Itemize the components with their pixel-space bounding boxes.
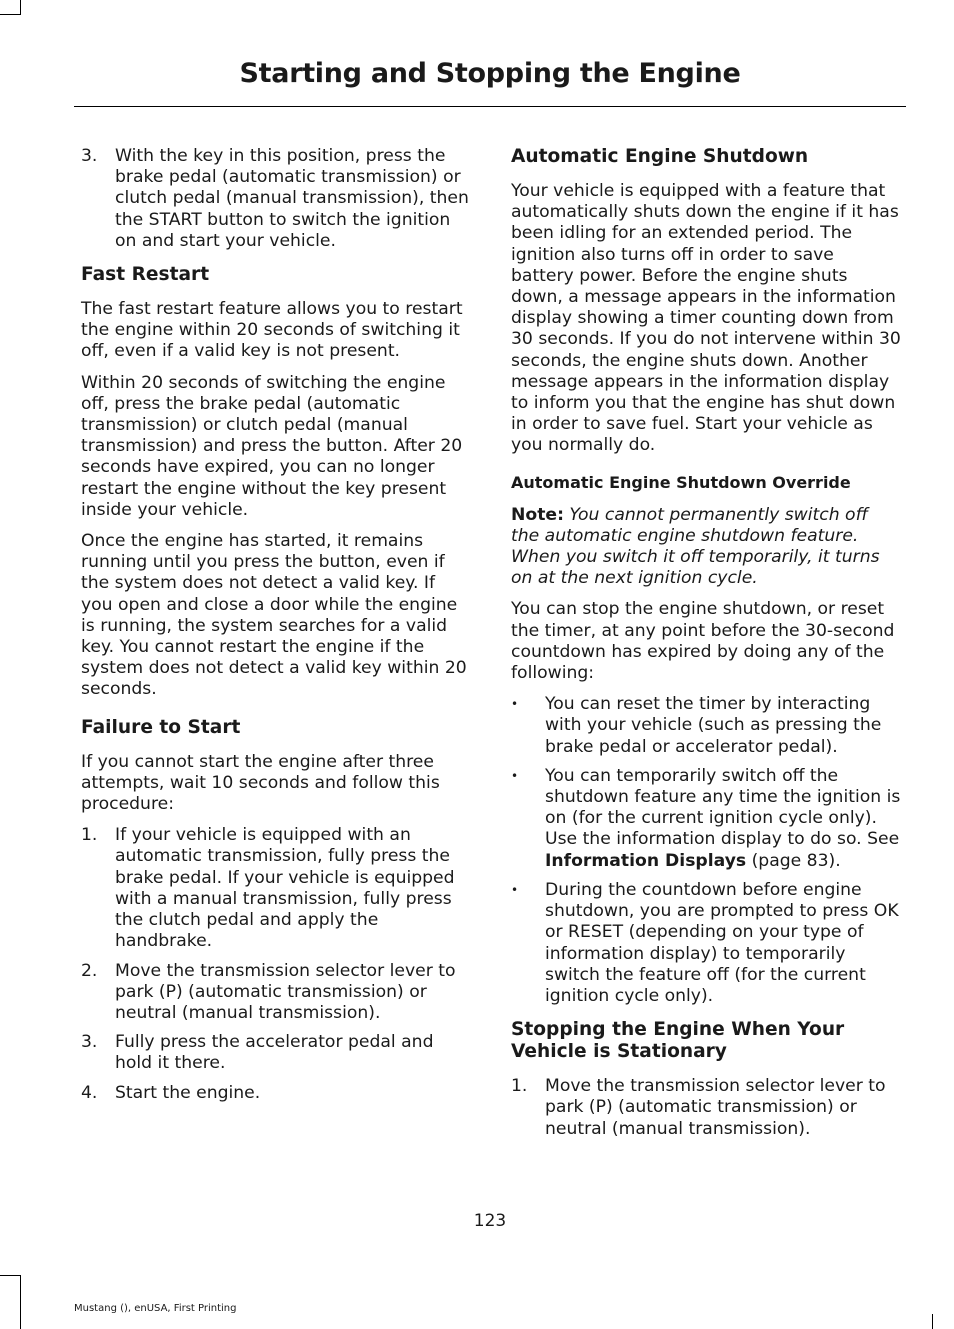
failure-steps <box>81 825 471 1103</box>
list-item <box>81 1032 471 1074</box>
override-options <box>511 694 901 1007</box>
note-text: You cannot permanently switch off the automatic engine shutdown feature. When you switch it off temporarily, it turns on at the next ignition cycle. <box>511 504 880 589</box>
step-number: 2. <box>81 960 98 981</box>
list-item <box>511 880 901 1007</box>
section-heading-fast-restart: Fast Restart <box>81 264 210 286</box>
page-number: 123 <box>473 1211 507 1231</box>
list-item <box>81 146 471 252</box>
step-text: If your vehicle is equipped with an automatic transmission, fully press the brake pedal. If your vehicle is equipped with a manual transmission, fully press the clutch pedal and apply the handbrake. <box>115 825 455 952</box>
step-number: 4. <box>81 1082 98 1103</box>
section-heading-failure-to-start: Failure to Start <box>81 716 241 738</box>
paragraph: You can stop the engine shutdown, or reset the timer, at any point before the 30-second countdown has expired by doing any of the following: <box>511 599 895 684</box>
paragraph: Once the engine has started, it remains running until you press the button, even if the system does not detect a valid key. If you open and close a door while the engine is running, the system searches for a valid key. You cannot restart the engine if the system does not detect a valid key within 20 seconds. <box>81 531 467 700</box>
cross-reference-link[interactable]: Information Displays <box>545 850 747 871</box>
crop-mark <box>0 1275 20 1276</box>
stopping-steps <box>511 1076 901 1140</box>
list-item <box>511 766 901 872</box>
paragraph: Within 20 seconds of switching the engine off, press the brake pedal (automatic transmission) or clutch pedal (manual transmission) and press the button. After 20 seconds have expired, you can no longer restart the engine without the key present inside your vehicle. <box>81 372 463 520</box>
bullet-text: (page 83). <box>746 850 841 871</box>
crop-mark <box>0 14 20 15</box>
step-number: 3. <box>81 146 98 166</box>
title-divider <box>74 106 906 107</box>
paragraph: Your vehicle is equipped with a feature that automatically shuts down the engine if it has been idling for an extended period. The ignition also turns off in order to save battery power. Before the engine shuts down, a message appears in the information display showing a timer counting down from 30 seconds. If you do not intervene within 30 seconds, the engine shuts down. Another message appears in the information display to inform you that the engine has shut down in order to save fuel. Start your vehicle as you normally do. <box>511 181 901 456</box>
note-label: Note: <box>511 504 564 525</box>
step-number: 3. <box>81 1032 98 1053</box>
bullet: • <box>511 882 519 897</box>
start-steps-continued <box>81 146 471 252</box>
crop-mark <box>20 1275 21 1329</box>
step-number: 1. <box>511 1076 528 1097</box>
paragraph: If you cannot start the engine after three attempts, wait 10 seconds and follow this procedure: <box>81 751 440 815</box>
list-item <box>511 694 901 758</box>
list-item <box>81 1083 471 1104</box>
list-item <box>81 961 471 1025</box>
step-text: With the key in this position, press the brake pedal (automatic transmission) or clutch pedal (manual transmission), then the START button to switch the ignition on and start your vehicle. <box>115 146 469 251</box>
list-item <box>511 1076 901 1140</box>
footer-printing-info: Mustang (), enUSA, First Printing <box>74 1303 237 1314</box>
paragraph: The fast restart feature allows you to restart the engine within 20 seconds of switching it off, even if a valid key is not present. <box>81 299 463 362</box>
subsection-heading-override: Automatic Engine Shutdown Override <box>511 472 851 492</box>
step-text: Move the transmission selector lever to park (P) (automatic transmission) or neutral (manual transmission). <box>545 1076 886 1139</box>
left-column <box>81 146 471 1116</box>
right-column <box>511 146 901 1152</box>
crop-mark <box>932 1314 933 1329</box>
list-item <box>81 825 471 952</box>
bullet: • <box>511 768 519 783</box>
section-heading-automatic-shutdown: Automatic Engine Shutdown <box>511 146 809 167</box>
crop-mark <box>20 0 21 15</box>
bullet-text: You can temporarily switch off the shutdown feature any time the ignition is on (for the current ignition cycle only). Use the information display to do so. See <box>545 765 901 850</box>
step-text: Start the engine. <box>115 1082 261 1103</box>
step-number: 1. <box>81 825 98 846</box>
bullet-text: During the countdown before engine shutdown, you are prompted to press OK or RESET (depending on your type of information display) to temporarily switch the feature off (for the current ignition cycle only). <box>545 879 899 1006</box>
step-text: Move the transmission selector lever to park (P) (automatic transmission) or neutral (manual transmission). <box>115 960 456 1023</box>
note <box>511 505 901 590</box>
bullet-text: You can reset the timer by interacting with your vehicle (such as pressing the brake pedal or accelerator pedal). <box>545 694 882 757</box>
page-title: Starting and Stopping the Engine <box>239 58 741 89</box>
section-heading-stopping-engine: Stopping the Engine When Your Vehicle is Stationary <box>511 1019 845 1063</box>
bullet: • <box>511 697 519 712</box>
step-text: Fully press the accelerator pedal and hold it there. <box>115 1032 434 1074</box>
